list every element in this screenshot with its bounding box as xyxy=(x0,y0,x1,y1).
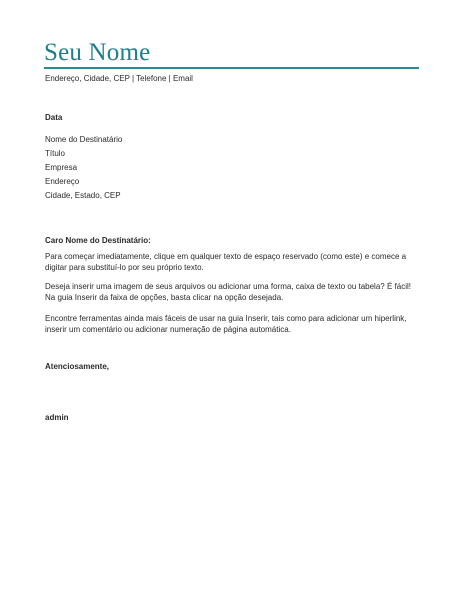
recipient-company[interactable]: Empresa xyxy=(45,163,78,172)
closing[interactable]: Atenciosamente, xyxy=(45,362,110,371)
body-paragraph-3-line-2: inserir um comentário ou adicionar numeração de página automática. xyxy=(45,325,291,334)
date-field[interactable]: Data xyxy=(45,113,63,122)
salutation[interactable]: Caro Nome do Destinatário: xyxy=(45,236,151,245)
signature-name[interactable]: admin xyxy=(45,413,69,422)
recipient-title[interactable]: Título xyxy=(45,149,66,158)
recipient-city-state-zip[interactable]: Cidade, Estado, CEP xyxy=(45,191,121,200)
header-divider xyxy=(44,67,419,69)
sender-contact-line[interactable]: Endereço, Cidade, CEP | Telefone | Email xyxy=(45,74,193,83)
body-paragraph-2-line-2: Na guia Inserir da faixa de opções, basta clicar na opção desejada. xyxy=(45,293,284,302)
body-paragraph-1-line-2: digitar para substituí-lo por seu próprio texto. xyxy=(45,263,204,272)
sender-name[interactable]: Seu Nome xyxy=(44,39,151,66)
body-paragraph-3-line-1: Encontre ferramentas ainda mais fáceis de usar na guia Inserir, tais como para adicionar um hiperlink, xyxy=(45,314,407,323)
recipient-name[interactable]: Nome do Destinatário xyxy=(45,135,123,144)
recipient-address[interactable]: Endereço xyxy=(45,177,80,186)
body-paragraph-2-line-1: Deseja inserir uma imagem de seus arquivos ou adicionar uma forma, caixa de texto ou tabela? É fácil! xyxy=(45,282,411,291)
body-paragraph-1[interactable] xyxy=(45,251,406,273)
body-paragraph-3[interactable] xyxy=(45,313,407,335)
body-paragraph-1-line-1: Para começar imediatamente, clique em qualquer texto de espaço reservado (como este) e comece a xyxy=(45,252,407,261)
body-paragraph-2[interactable] xyxy=(45,281,411,303)
